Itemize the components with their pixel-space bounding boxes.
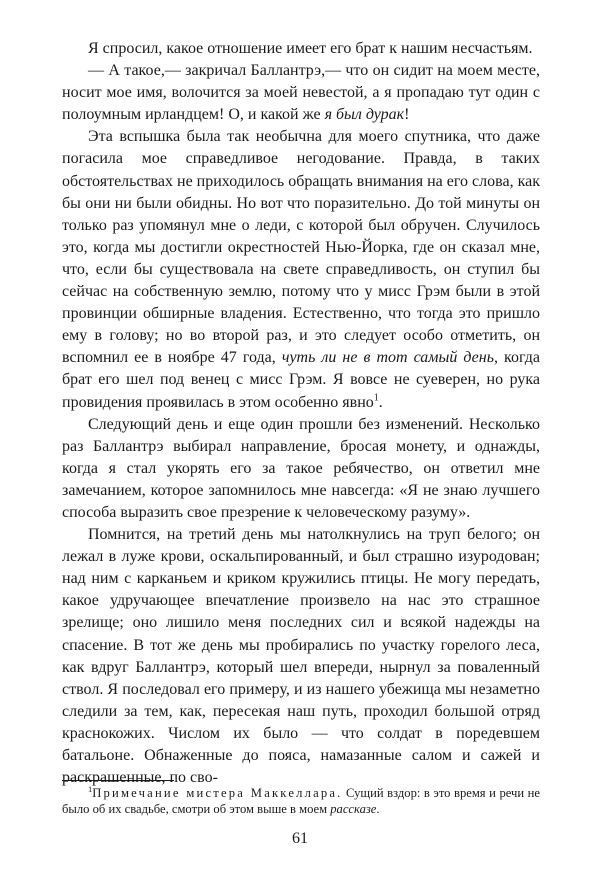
paragraph-5: Помнится, на третий день мы натолкнулись на труп белого; он лежал в луже крови, оскальпированный, и был страшно изуродован; над ним с карканьем и криком кружились птицы. Не могу передать, какое удручающее впечатление произвело на нас это страшное зрелище; оно лишило меня последних сил и всякой надежды на спасение. В тот же день мы пробирались по участку горелого леса, как вдруг Баллантрэ, который шел впереди, нырнул за поваленный ствол. Я последовал его примеру, и из нашего убежища мы незаметно следили за тем, как, пересекая наш путь, проходил большой отряд краснокожих. Числом их было — что солдат в поредевшем батальоне. Обнаженные до пояса, намазанные салом и сажей и раскрашенные, по сво- [62,526,540,787]
paragraph-2: — А такое,— закричал Баллантрэ,— что он сидит на моем месте, носит мое имя, волочится за моей невестой, а я пропадаю тут один с полоумным ирландцем! О, и какой же я был дурак! [62,62,540,124]
paragraph-3: Эта вспышка была так необычна для моего спутника, что даже погасила мое справедливое негодование. Правда, в таких обстоятельствах не приходилось обращать внимания на его слова, как бы они ни были обидны. Но вот что поразительно. До той минуты он только раз упомянул мне о леди, с которой был обручен. Случилось это, когда мы достигли окрестностей Нью-Йорка, где он сказал мне, что, если бы существовала на свете справедливость, он ступил бы сейчас на собственную землю, потому что у мисс Грэм были в этой провинции обширные владения. Естественно, что тогда это пришло ему в голову; но во второй раз, и это следует особо отметить, он вспомнил ее в ноябре 47 года, чуть ли не в тот самый день, когда брат его шел под венец с мисс Грэм. Я вовсе не суеверен, но рука провидения проявилась в этом особенно явно$^1$. [62,128,541,411]
paragraph-4: Следующий день и еще один прошли без изменений. Несколько раз Баллантрэ выбирал направление, бросая монету, и однажды, когда я стал укорять его за такое ребячество, он ответил мне замечанием, которое запомнилось мне навсегда: «Я не знаю лучшего способа выразить свое презрение к человеческому разуму». [62,415,540,521]
footnote-marker: 1 [88,783,93,794]
footnote-divider [62,780,174,781]
footnote: $^1$Примечание мистера Маккеллара. Сущий вздор: в это время и речи не было об их свадьбе, смотри об этом выше в моем рассказе. [62,783,540,816]
footnote-reference: 1 [373,392,379,404]
page-number: 61 [292,830,308,847]
paragraph-1: Я спросил, какое отношение имеет его брат к нашим несчастьям. [88,40,533,57]
footnote-label: Примечание мистера Маккеллара. [92,786,343,800]
main-text [62,38,540,789]
